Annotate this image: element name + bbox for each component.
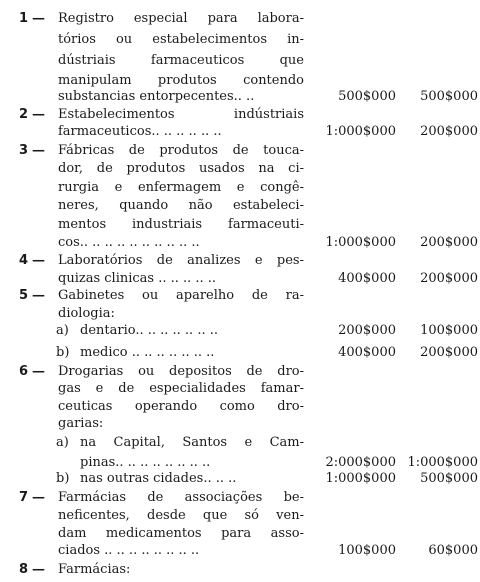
item-text: dam medicamentos para asso- [58,526,304,541]
item-text: manipulam produtos contendo [58,73,304,88]
item-text: Fábricas de produtos de toucа- [58,143,304,158]
item-value-1: 400$000 [338,271,396,286]
item-text: Gabinetes ou aparelho de ra- [58,288,304,303]
item-number: 5 [18,288,28,303]
item-7-line-4 [0,540,480,561]
item-2-line-2 [0,121,480,142]
item-number: 7 [18,490,28,505]
item-dash: — [32,288,45,303]
item-value-1: 1:000$000 [325,235,396,250]
item-text: dústriais farmaceuticos que [58,53,304,68]
item-value-2: 200$000 [420,345,478,360]
item-value-1: 400$000 [338,345,396,360]
item-text: Farmácias de associações be- [58,490,304,505]
item-text: cos.. .. .. .. .. .. .. .. .. .. [58,235,200,250]
item-value-1: 2:000$000 [325,455,396,470]
item-value-1: 100$000 [338,543,396,558]
item-text: ciados .. .. .. .. .. .. .. .. [58,543,200,558]
item-value-1: 1:000$000 [325,471,396,486]
subitem-text: nas outras cidades.. .. .. [80,471,237,486]
item-number: 2 [18,107,28,122]
item-text: diologia: [58,306,115,321]
item-text: mentos industriais farmaceuti- [58,217,304,232]
item-text: quizas clinicas .. .. .. .. .. [58,271,217,286]
item-text: tórios ou estabelecimentos in- [58,32,304,47]
item-dash: — [32,364,45,379]
item-text: farmaceuticos.. .. .. .. .. .. [58,124,222,139]
item-value-2: 500$000 [420,471,478,486]
item-text: Laboratórios de analizes e pes- [58,253,304,268]
item-6-subitem-a-line-1 [0,432,480,453]
item-value-2: 100$000 [420,323,478,338]
subitem-text: medico .. .. .. .. .. .. .. [80,345,215,360]
subitem-mark: a) [56,323,69,338]
item-text: Registro especial para labora- [58,11,304,26]
item-text: gas e de especialidades famar- [58,381,304,396]
subitem-text: na Capital, Santos e Cam- [80,435,304,450]
subitem-text: dentario.. .. .. .. .. .. .. [80,323,218,338]
subitem-mark: b) [56,345,70,360]
item-3-line-4 [0,195,480,216]
item-value-2: 60$000 [428,543,478,558]
item-dash: — [32,11,45,26]
item-5-subitem-a [0,320,480,341]
item-dash: — [32,562,45,577]
item-text: Drogarias ou depositos de dro- [58,364,304,379]
item-value-2: 1:000$000 [407,455,478,470]
item-6-subitem-b [0,468,480,489]
item-value-2: 200$000 [420,124,478,139]
item-text: substancias entorpecentes.. .. [58,89,255,104]
item-text: garias: [58,416,104,431]
item-value-1: 500$000 [338,89,396,104]
item-1-line-1 [0,8,480,29]
item-text: neficentes, desde que só ven- [58,508,304,523]
item-number: 3 [18,143,28,158]
subitem-text: pinas.. .. .. .. .. .. .. .. [80,455,211,470]
item-dash: — [32,490,45,505]
item-8-line-1 [0,559,480,580]
item-value-2: 200$000 [420,235,478,250]
item-text: rurgia e enfermagem e congê- [58,180,304,195]
item-text: Farmácias: [58,562,131,577]
item-value-1: 1:000$000 [325,124,396,139]
item-3-line-2 [0,158,480,179]
item-1-line-3 [0,50,480,71]
item-dash: — [32,107,45,122]
item-5-subitem-b [0,342,480,363]
item-text: Estabelecimentos indústriais [58,107,304,122]
item-value-1: 200$000 [338,323,396,338]
item-text: neres, quando não estabeleci- [58,198,304,213]
subitem-mark: a) [56,435,69,450]
item-6-line-4 [0,413,480,434]
subitem-mark: b) [56,471,70,486]
item-number: 6 [18,364,28,379]
item-1-line-2 [0,29,480,50]
item-number: 1 [18,11,28,26]
item-number: 8 [18,562,28,577]
item-text: dor, de produtos usados na ci- [58,161,304,176]
item-value-2: 200$000 [420,271,478,286]
item-dash: — [32,143,45,158]
item-dash: — [32,253,45,268]
item-number: 4 [18,253,28,268]
item-text: ceuticas operando como dro- [58,399,304,414]
item-value-2: 500$000 [420,89,478,104]
